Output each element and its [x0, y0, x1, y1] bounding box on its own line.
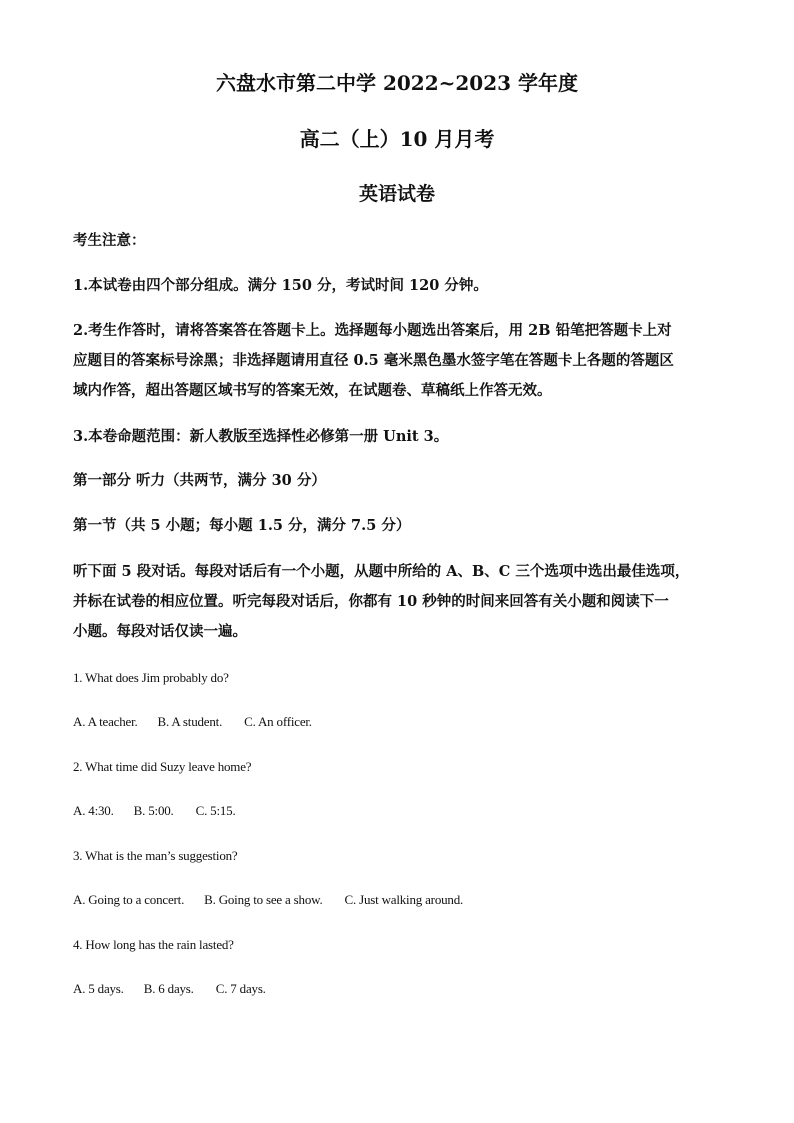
- question-4-option-a: A. 5 days.: [73, 981, 124, 996]
- section-1-heading: 第一节（共 5 小题；每小题 1.5 分，满分 7.5 分）: [73, 517, 411, 534]
- instruction-line-3: 小题。每段对话仅读一遍。: [73, 623, 247, 640]
- question-2-stem: 2. What time did Suzy leave home?: [73, 759, 252, 774]
- question-3-option-b: B. Going to see a show.: [204, 892, 323, 907]
- part-1-heading: 第一部分 听力（共两节，满分 30 分）: [73, 472, 326, 489]
- question-2-options: [73, 800, 236, 822]
- exam-name: 英语试卷: [358, 183, 435, 205]
- instruction-line-1: 听下面 5 段对话。每段对话后有一个小题，从题中所给的 A、B、C 三个选项中选出最佳选项，: [73, 563, 690, 580]
- question-3-options: [73, 889, 463, 911]
- question-3-option-c: C. Just walking around.: [344, 892, 464, 907]
- question-4-option-b: B. 6 days.: [143, 981, 194, 996]
- instruction-line-2: 并标在试卷的相应位置。听完每段对话后，你都有 10 秒钟的时间来回答有关小题和阅读下一: [73, 593, 669, 610]
- question-2-option-a: A. 4:30.: [73, 803, 114, 818]
- question-2-option-b: B. 5:00.: [133, 803, 174, 818]
- notice-heading: 考生注意：: [73, 232, 146, 249]
- question-1-option-a: A. A teacher.: [73, 714, 138, 729]
- notice-item-3: 3.本卷命题范围：新人教版至选择性必修第一册 Unit 3。: [73, 428, 449, 445]
- school-title: 六盘水市第二中学 2022~2023 学年度: [215, 71, 578, 95]
- question-1-option-c: C. An officer.: [244, 714, 312, 729]
- notice-item-2-line-2: 应题目的答案标号涂黑；非选择题请用直径 0.5 毫米黑色墨水签字笔在答题卡上各题的答题区: [73, 352, 674, 369]
- notice-item-2-line-1: 2.考生作答时，请将答案答在答题卡上。选择题每小题选出答案后，用 2B 铅笔把答题卡上对: [73, 322, 672, 339]
- question-3-stem: 3. What is the man’s suggestion?: [73, 848, 238, 863]
- question-1-stem: 1. What does Jim probably do?: [73, 670, 229, 685]
- question-4-stem: 4. How long has the rain lasted?: [73, 937, 234, 952]
- question-2-option-c: C. 5:15.: [195, 803, 236, 818]
- notice-item-2-line-3: 域内作答，超出答题区域书写的答案无效，在试题卷、草稿纸上作答无效。: [73, 382, 552, 399]
- question-1-option-b: B. A student.: [157, 714, 223, 729]
- exam-subtitle: 高二（上）10 月月考: [299, 127, 495, 151]
- question-4-options: [73, 978, 266, 1000]
- question-4-option-c: C. 7 days.: [215, 981, 266, 996]
- notice-item-1: 1.本试卷由四个部分组成。满分 150 分，考试时间 120 分钟。: [73, 277, 488, 294]
- question-1-options: [73, 711, 312, 733]
- question-3-option-a: A. Going to a concert.: [73, 892, 185, 907]
